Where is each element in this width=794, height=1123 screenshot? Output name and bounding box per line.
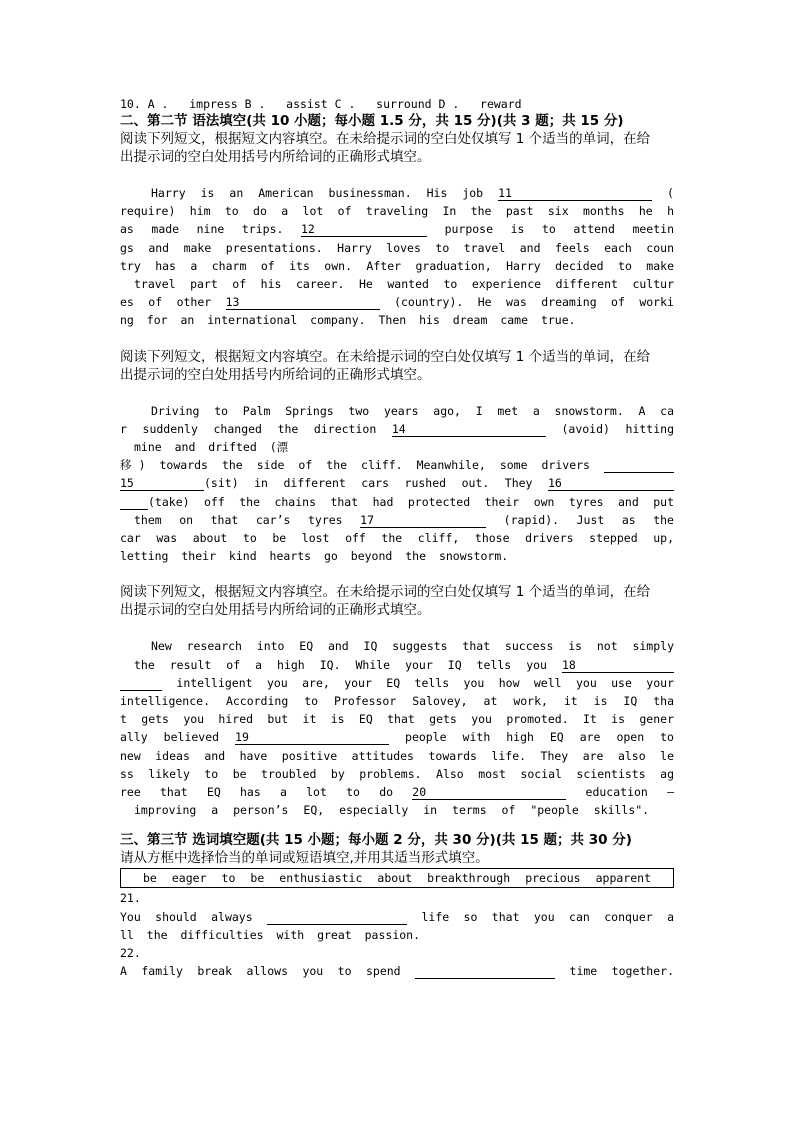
blank-12[interactable]: 12	[301, 222, 427, 237]
passage-line: t gets you hired but it is EQ that gets you promoted. It is gener	[120, 712, 674, 727]
word-bank-box	[120, 868, 674, 888]
passage-line: improving a person’s EQ, especially in terms of "people skills".	[134, 803, 650, 818]
question-number: 21.	[120, 891, 141, 906]
instruction-line: 阅读下列短文，根据短文内容填空。在未给提示词的空白处仅填写 1 个适当的单词，在给	[120, 584, 651, 601]
passage-3	[120, 637, 674, 819]
passage-line: 15 (sit) in different cars rushed out. They 16	[120, 474, 674, 492]
passage-line: intelligence. According to Professor Salovey, at work, it is IQ tha	[120, 694, 674, 709]
passage-line: Driving to Palm Springs two years ago, I met a snowstorm. A ca	[151, 403, 674, 418]
section3-heading: 三、第三节 选词填空题(共 15 小题；每小题 2 分，共 30 分)(共 15 题；共 30 分)	[120, 832, 632, 849]
spacer	[120, 330, 674, 348]
blank-21[interactable]	[267, 910, 407, 925]
instruction-line: 出提示词的空白处用括号内所给词的正确形式填空。	[120, 149, 431, 165]
passage-line: intelligent you are, your EQ tells you how well you use your	[120, 674, 674, 692]
passage-2	[120, 402, 674, 566]
blank-15[interactable]: 15	[120, 476, 204, 491]
spacer	[120, 565, 674, 583]
passage-line: gs and make presentations. Harry loves to travel and feels each coun	[120, 240, 674, 255]
spacer	[120, 619, 674, 637]
passage-line: try has a charm of its own. After graduation, Harry decided to make	[120, 258, 674, 273]
passage-line: ss likely to be troubled by problems. Also most social scientists ag	[120, 766, 674, 781]
passage-line: es of other 13 (country). He was dreaming of worki	[120, 295, 674, 310]
passage-line: require) him to do a lot of traveling In the past six months he h	[120, 204, 674, 219]
blank-16[interactable]: 16	[548, 476, 674, 491]
blank-22[interactable]	[415, 964, 555, 979]
passage-line: mine and drifted (漂	[134, 440, 289, 455]
passage-line: 移) towards the side of the cliff. Meanwhile, some drivers	[120, 456, 674, 474]
instruction-line: 阅读下列短文，根据短文内容填空。在未给提示词的空白处仅填写 1 个适当的单词，在给	[120, 348, 651, 365]
blank-11[interactable]: 11	[498, 186, 652, 201]
question-line: ll the difficulties with great passion.	[120, 927, 421, 942]
q10-options: 10. A . impress B . assist C . surround D . reward	[120, 97, 522, 111]
passage-line: ree that EQ has a lot to do 20 education —	[120, 785, 674, 800]
word-bank-options: be eager to be enthusiastic about breakthrough precious apparent	[143, 871, 651, 886]
passage-line: ally believed 19 people with high EQ are open to	[120, 730, 674, 745]
blank-13[interactable]: 13	[226, 295, 380, 310]
question-22	[120, 944, 674, 980]
section2-heading: 二、第二节 语法填空(共 10 小题；每小题 1.5 分，共 15 分)(共 3 题；共 15 分)	[120, 113, 624, 129]
instruction-line: 出提示词的空白处用括号内所给词的正确形式填空。	[120, 602, 431, 619]
blank-15-part[interactable]	[604, 458, 674, 473]
passage-line: them on that car’s tyres 17 (rapid). Just as the	[134, 512, 674, 527]
exam-page	[120, 96, 674, 981]
passage-line: r suddenly changed the direction 14 (avoid) hitting	[120, 421, 674, 436]
section3-instruction: 请从方框中选择恰当的单词或短语填空,并用其适当形式填空。	[120, 850, 489, 867]
blank-18[interactable]: 18	[562, 658, 674, 673]
blank-20[interactable]: 20	[412, 785, 566, 800]
passage-line: as made nine trips. 12 purpose is to attend meetin	[120, 222, 674, 237]
blank-16-part[interactable]	[120, 495, 148, 510]
passage-line: car was about to be lost off the cliff, those drivers stepped up,	[120, 531, 674, 546]
question-21	[120, 889, 674, 944]
passage-line: ng for an international company. Then his dream came true.	[120, 313, 576, 328]
blank-17[interactable]: 17	[360, 513, 486, 528]
passage-line: New research into EQ and IQ suggests that success is not simply	[151, 639, 674, 654]
instruction-line: 阅读下列短文，根据短文内容填空。在未给提示词的空白处仅填写 1 个适当的单词，在给	[120, 131, 651, 147]
blank-14[interactable]: 14	[392, 422, 546, 437]
question-line: A family break allows you to spend time together.	[120, 964, 674, 979]
passage-line: (take) off the chains that had protected their own tyres and put	[120, 493, 674, 511]
passage-line: travel part of his career. He wanted to experience different cultur	[134, 277, 674, 292]
instruction-line: 出提示词的空白处用括号内所给词的正确形式填空。	[120, 366, 431, 383]
passage-line: letting their kind hearts go beyond the snowstorm.	[120, 549, 509, 564]
question-line: You should always life so that you can conquer a	[120, 909, 674, 924]
passage-line: new ideas and have positive attitudes towards life. They are also le	[120, 748, 674, 763]
passage-line: Harry is an American businessman. His job 11 (	[151, 186, 674, 200]
passage-1	[120, 184, 674, 330]
passage-line: the result of a high IQ. While your IQ tells you 18	[120, 656, 674, 674]
spacer	[120, 819, 674, 831]
spacer	[120, 166, 674, 184]
question-number: 22.	[120, 946, 141, 961]
blank-18-part[interactable]	[120, 676, 162, 691]
blank-19[interactable]: 19	[235, 730, 389, 745]
spacer	[120, 384, 674, 402]
